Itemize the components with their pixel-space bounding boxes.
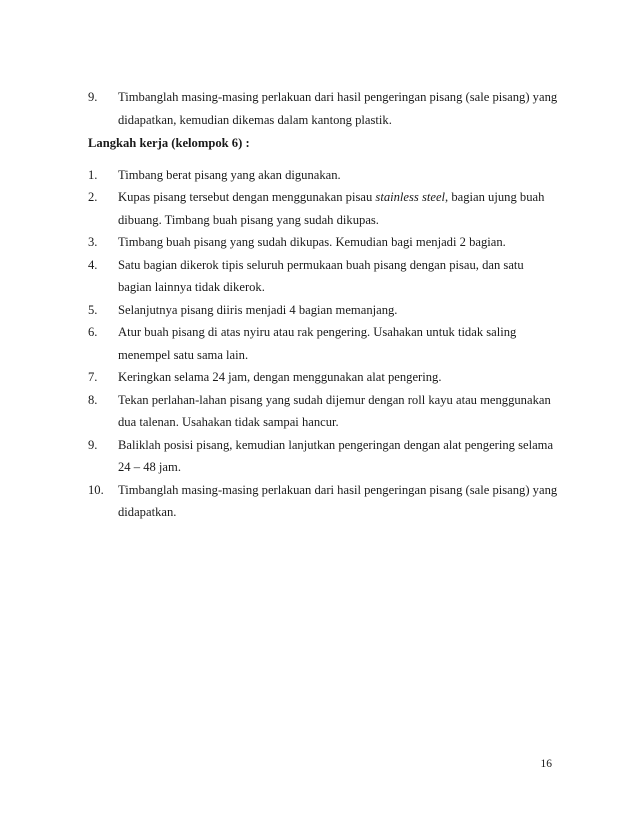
list-item-text [118, 186, 558, 231]
list-item [88, 299, 558, 322]
list-item-text: Timbanglah masing-masing perlakuan dari hasil pengeringan pisang (sale pisang) yang didapatkan. [118, 482, 558, 519]
list-item [88, 321, 558, 366]
list-item-text: Tekan perlahan-lahan pisang yang sudah dijemur dengan roll kayu atau menggunakan dua talenan. Usahakan tidak sampai hancur. [118, 392, 551, 429]
page-number: 16 [540, 758, 552, 770]
list-item-number: 3. [88, 235, 98, 249]
page-content [88, 86, 558, 524]
list-item-number: 5. [88, 302, 98, 317]
list-item-number: 7. [88, 370, 98, 384]
list-item-text: Satu bagian dikerok tipis seluruh permukaan buah pisang dengan pisau, dan satu bagian lainnya tidak dikerok. [118, 257, 524, 294]
list-item [88, 366, 558, 389]
list-item-text-part: Kupas pisang tersebut dengan menggunakan pisau [118, 190, 376, 204]
list-item-number: 9. [88, 437, 98, 452]
list-item-number: 10. [88, 482, 104, 497]
list-item-text: Atur buah pisang di atas nyiru atau rak pengering. Usahakan untuk tidak saling menempel satu sama lain. [118, 325, 517, 362]
list-item [88, 164, 558, 187]
section-heading: Langkah kerja (kelompok 6) : [88, 136, 250, 150]
list-item-text: Timbang buah pisang yang sudah dikupas. Kemudian bagi menjadi 2 bagian. [118, 235, 506, 249]
list-item [88, 479, 558, 524]
list-item-number: 2. [88, 190, 98, 204]
list-item-text: Selanjutnya pisang diiris menjadi 4 bagian memanjang. [118, 302, 398, 317]
list-item [88, 434, 558, 479]
list-item [88, 254, 558, 299]
list-item-number: 6. [88, 325, 98, 339]
list-item-text: Baliklah posisi pisang, kemudian lanjutkan pengeringan dengan alat pengering selama 24 – 48 jam. [118, 437, 554, 474]
list-item-text: Keringkan selama 24 jam, dengan menggunakan alat pengering. [118, 370, 442, 384]
list-item [88, 231, 558, 254]
list-item [88, 186, 558, 231]
list-item-number: 4. [88, 257, 98, 272]
list-item-number: 9. [88, 90, 98, 104]
list-item [88, 86, 558, 131]
list-item [88, 389, 558, 434]
list-item-number: 1. [88, 167, 98, 182]
list-item-text: Timbang berat pisang yang akan digunakan. [118, 167, 341, 182]
list-item-text: Timbanglah masing-masing perlakuan dari hasil pengeringan pisang (sale pisang) yang didapatkan, kemudian dikemas dalam kantong plastik. [118, 90, 558, 127]
italic-term: stainless steel [375, 190, 446, 204]
list-item-text-part: , bagian ujung buah dibuang. Timbang buah pisang yang sudah dikupas. [118, 190, 545, 227]
list-item-number: 8. [88, 392, 98, 407]
